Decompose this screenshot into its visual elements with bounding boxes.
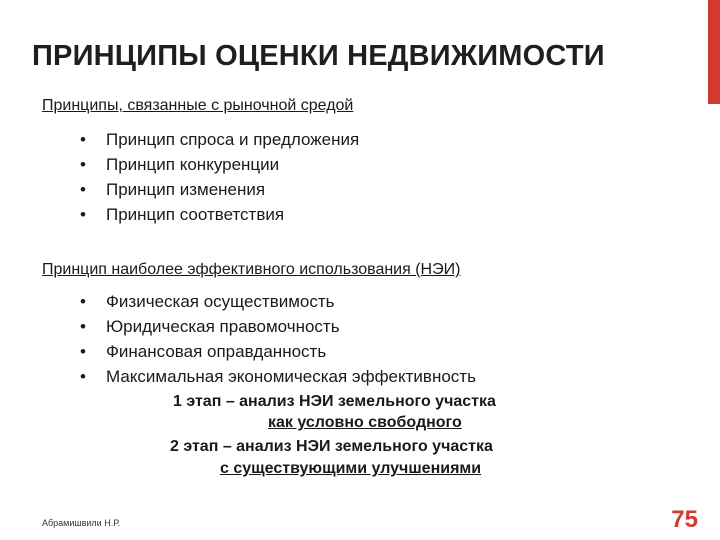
market-principles-list [80,127,359,227]
list-item-text: Финансовая оправданность [106,342,327,361]
bullet-icon: • [80,342,86,361]
bullet-icon: • [80,292,86,311]
stage-2-subtext: с существующими улучшениями [220,460,482,477]
list-item-text: Принцип изменения [106,180,266,199]
list-item [80,314,476,339]
bullet-icon: • [80,317,86,336]
list-item [80,364,476,389]
list-item [80,177,359,202]
bullet-icon: • [80,155,86,174]
list-item-text: Юридическая правомочность [106,317,340,336]
stage-1-text: 1 этап – анализ НЭИ земельного участка [173,393,496,410]
section-heading-hbu: Принцип наиболее эффективного использования (НЭИ) [42,261,461,278]
bullet-icon: • [80,205,86,224]
list-item [80,202,359,227]
list-item-text: Максимальная экономическая эффективность [106,367,476,386]
list-item [80,152,359,177]
list-item [80,127,359,152]
list-item-text: Принцип конкуренции [106,155,280,174]
bullet-icon: • [80,180,86,199]
hbu-criteria-list [80,289,476,389]
list-item-text: Физическая осуществимость [106,292,335,311]
bullet-icon: • [80,130,86,149]
list-item [80,339,476,364]
accent-bar [708,0,720,104]
list-item [80,289,476,314]
section-heading-market: Принципы, связанные с рыночной средой [42,97,354,114]
stage-2-text: 2 этап – анализ НЭИ земельного участка [170,438,493,455]
list-item-text: Принцип спроса и предложения [106,130,360,149]
list-item-text: Принцип соответствия [106,205,285,224]
footer-author: Абрамишвили Н.Р. [42,518,120,528]
page-number: 75 [671,506,698,533]
bullet-icon: • [80,367,86,386]
slide-title: ПРИНЦИПЫ ОЦЕНКИ НЕДВИЖИМОСТИ [32,40,605,72]
stage-1-subtext: как условно свободного [268,414,462,431]
